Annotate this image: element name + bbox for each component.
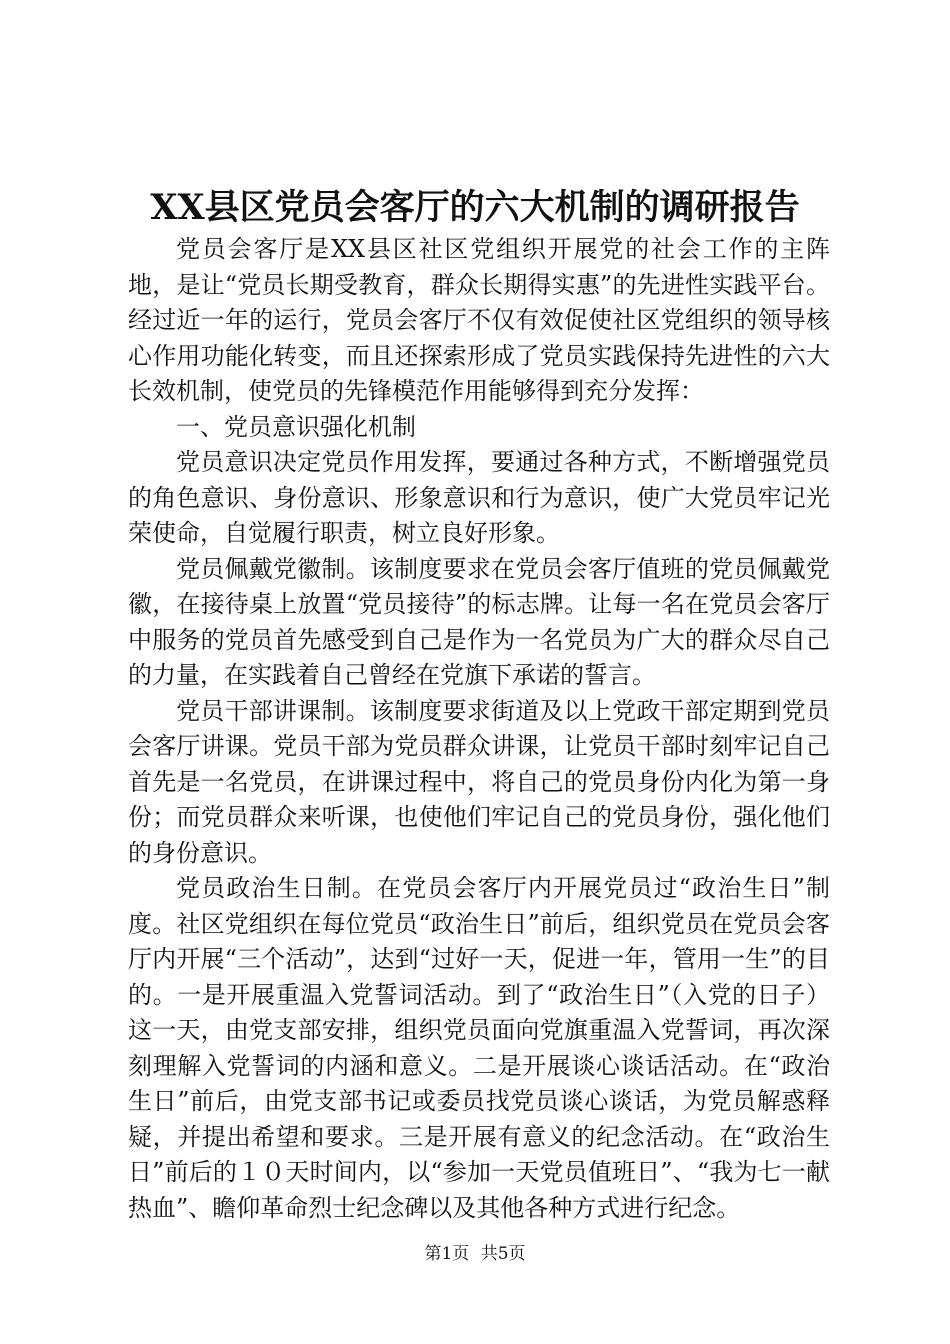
page-footer	[0, 1242, 950, 1266]
paragraph-party-awareness: 党员意识决定党员作用发挥，要通过各种方式，不断增强党员的角色意识、身份意识、形象意识和行为意识，使广大党员牢记光荣使命，自觉履行职责，树立良好形象。	[128, 448, 830, 547]
paragraph-intro: 党员会客厅是XX县区社区党组织开展党的社会工作的主阵地，是让“党员长期受教育，群众长期得实惠”的先进性实践平台。经过近一年的运行，党员会客厅不仅有效促使社区党组织的领导核心作用功能化转变，而且还探索形成了党员实践保持先进性的六大长效机制，使党员的先锋模范作用能够得到充分发挥：	[128, 235, 830, 405]
paragraph-political-birthday: 党员政治生日制。在党员会客厅内开展党员过“政治生日”制度。社区党组织在每位党员“政治生日”前后，组织党员在党员会客厅内开展“三个活动”，达到“过好一天，促进一年，管用一生”的目的。一是开展重温入党誓词活动。到了“政治生日”（入党的日子）这一天，由党支部安排，组织党员面向党旗重温入党誓词，再次深刻理解入党誓词的内涵和意义。二是开展谈心谈话活动。在“政治生日”前后，由党支部书记或委员找党员谈心谈话，为党员解惑释疑，并提出希望和要求。三是开展有意义的纪念活动。在“政治生日”前后的１０天时间内，以“参加一天党员值班日”、“我为七一献热血”、瞻仰革命烈士纪念碑以及其他各种方式进行纪念。	[128, 874, 830, 1222]
section-heading: 一、党员意识强化机制	[176, 412, 416, 441]
document-body	[128, 232, 830, 1226]
page-number: 第1页	[424, 1244, 470, 1264]
paragraph-cadre-lecture: 党员干部讲课制。该制度要求街道及以上党政干部定期到党员会客厅讲课。党员干部为党员群众讲课，让党员干部时刻牢记自己首先是一名党员，在讲课过程中，将自己的党员身份内化为第一身份；而党员群众来听课，也使他们牢记自己的党员身份，强化他们的身份意识。	[128, 696, 830, 867]
page-total: 共5页	[480, 1244, 526, 1264]
paragraph-party-badge: 党员佩戴党徽制。该制度要求在党员会客厅值班的党员佩戴党徽，在接待桌上放置“党员接待”的标志牌。让每一名在党员会客厅中服务的党员首先感受到自己是作为一名党员为广大的群众尽自己的力量，在实践着自己曾经在党旗下承诺的誓言。	[128, 554, 830, 689]
document-title: XX县区党员会客厅的六大机制的调研报告	[150, 187, 800, 228]
